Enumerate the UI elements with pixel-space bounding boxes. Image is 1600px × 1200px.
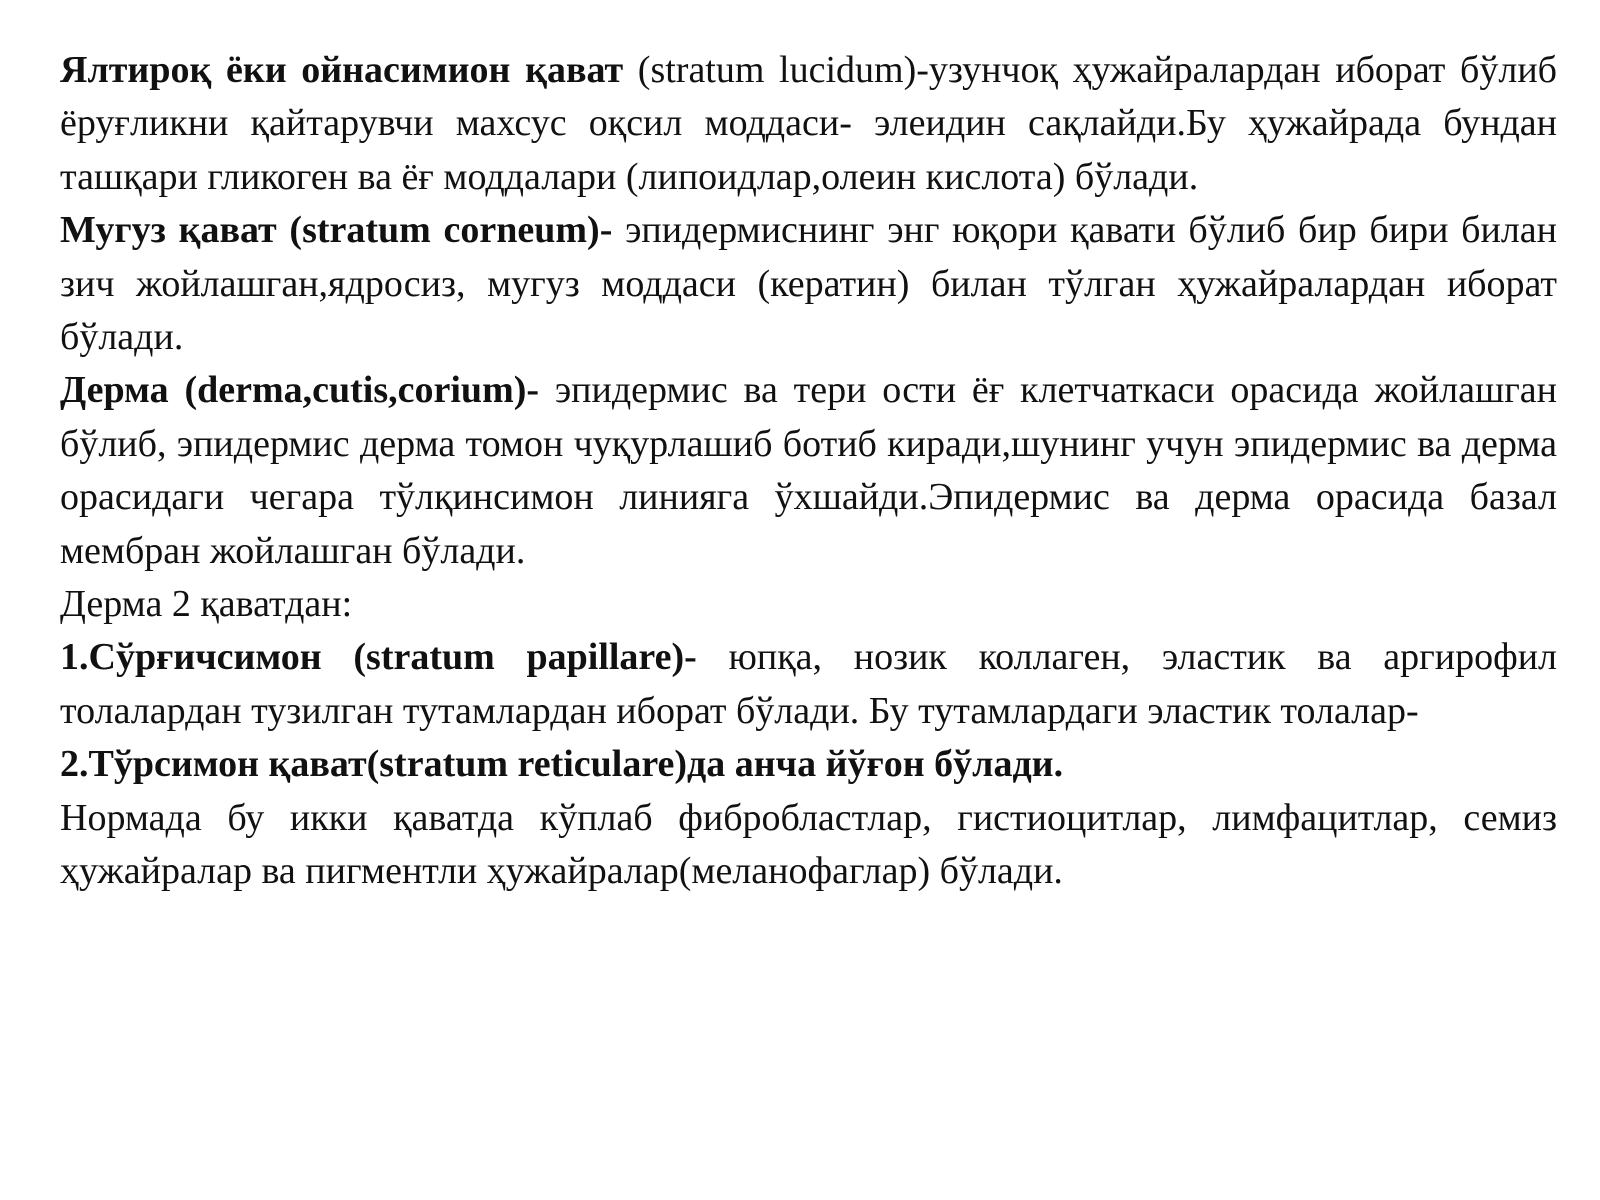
text-derma-layers: Дерма 2 қаватдан: — [60, 583, 353, 626]
text-stratum-papillare: юпқа, нозик коллаген, эластик ва аргирофил толалардан тузилган тутамлардан иборат бўлади. Бу тутамлардаги эластик толалар- — [60, 636, 1558, 732]
text-stratum-lucidum: (stratum lucidum)-узунчоқ ҳужайралардан иборат бўлиб ёруғликни қайтарувчи махсус оқсил моддаси- элеидин сақлайди.Бу ҳужайрада бундан ташқари гликоген ва ёғ моддалари (липоидлар,олеин кислота) бўлади. — [60, 49, 1557, 198]
paragraph-stratum-reticulare — [60, 738, 1557, 791]
term-stratum-papillare: 1.Сўрғичсимон (stratum papillare)- — [60, 636, 697, 679]
text-norm: Нормада бу икки қаватда кўплаб фибробластлар, гистиоцитлар, лимфацитлар, семиз ҳужайралар ва пигментли ҳужайралар(меланофаглар) бўлади. — [60, 796, 1557, 893]
term-derma: Дерма (derma,cutis,corium)- — [60, 369, 540, 412]
paragraph-derma — [60, 364, 1557, 578]
term-stratum-lucidum: Ялтироқ ёки ойнасимион қават — [60, 49, 624, 91]
paragraph-norm — [60, 792, 1557, 899]
text-stratum-corneum: эпидермиснинг энг юқори қавати бўлиб бир бири билан зич жойлашган,ядросиз, мугуз моддаси (кератин) билан тўлган ҳужайралардан иборат бўлади. — [60, 209, 1557, 359]
paragraph-derma-layers — [60, 578, 1557, 631]
text-derma: эпидермис ва тери ости ёғ клетчаткаси орасида жойлашган бўлиб, эпидермис дерма томон чуқурлашиб ботиб киради,шунинг учун эпидермис ва дерма орасидаги чегара тўлқинсимон линияга ўхшайди.Эпидермис ва дерма орасида базал мембран жойлашган бўлади. — [60, 369, 1557, 572]
paragraph-stratum-corneum — [60, 204, 1557, 364]
term-stratum-reticulare: 2.Тўрсимон қават(stratum reticulare)да анча йўғон бўлади. — [60, 743, 1064, 786]
paragraph-stratum-lucidum — [60, 44, 1557, 204]
slide-body — [60, 44, 1557, 899]
term-stratum-corneum: Мугуз қават (stratum corneum)- — [60, 209, 613, 252]
paragraph-stratum-papillare — [60, 631, 1557, 738]
